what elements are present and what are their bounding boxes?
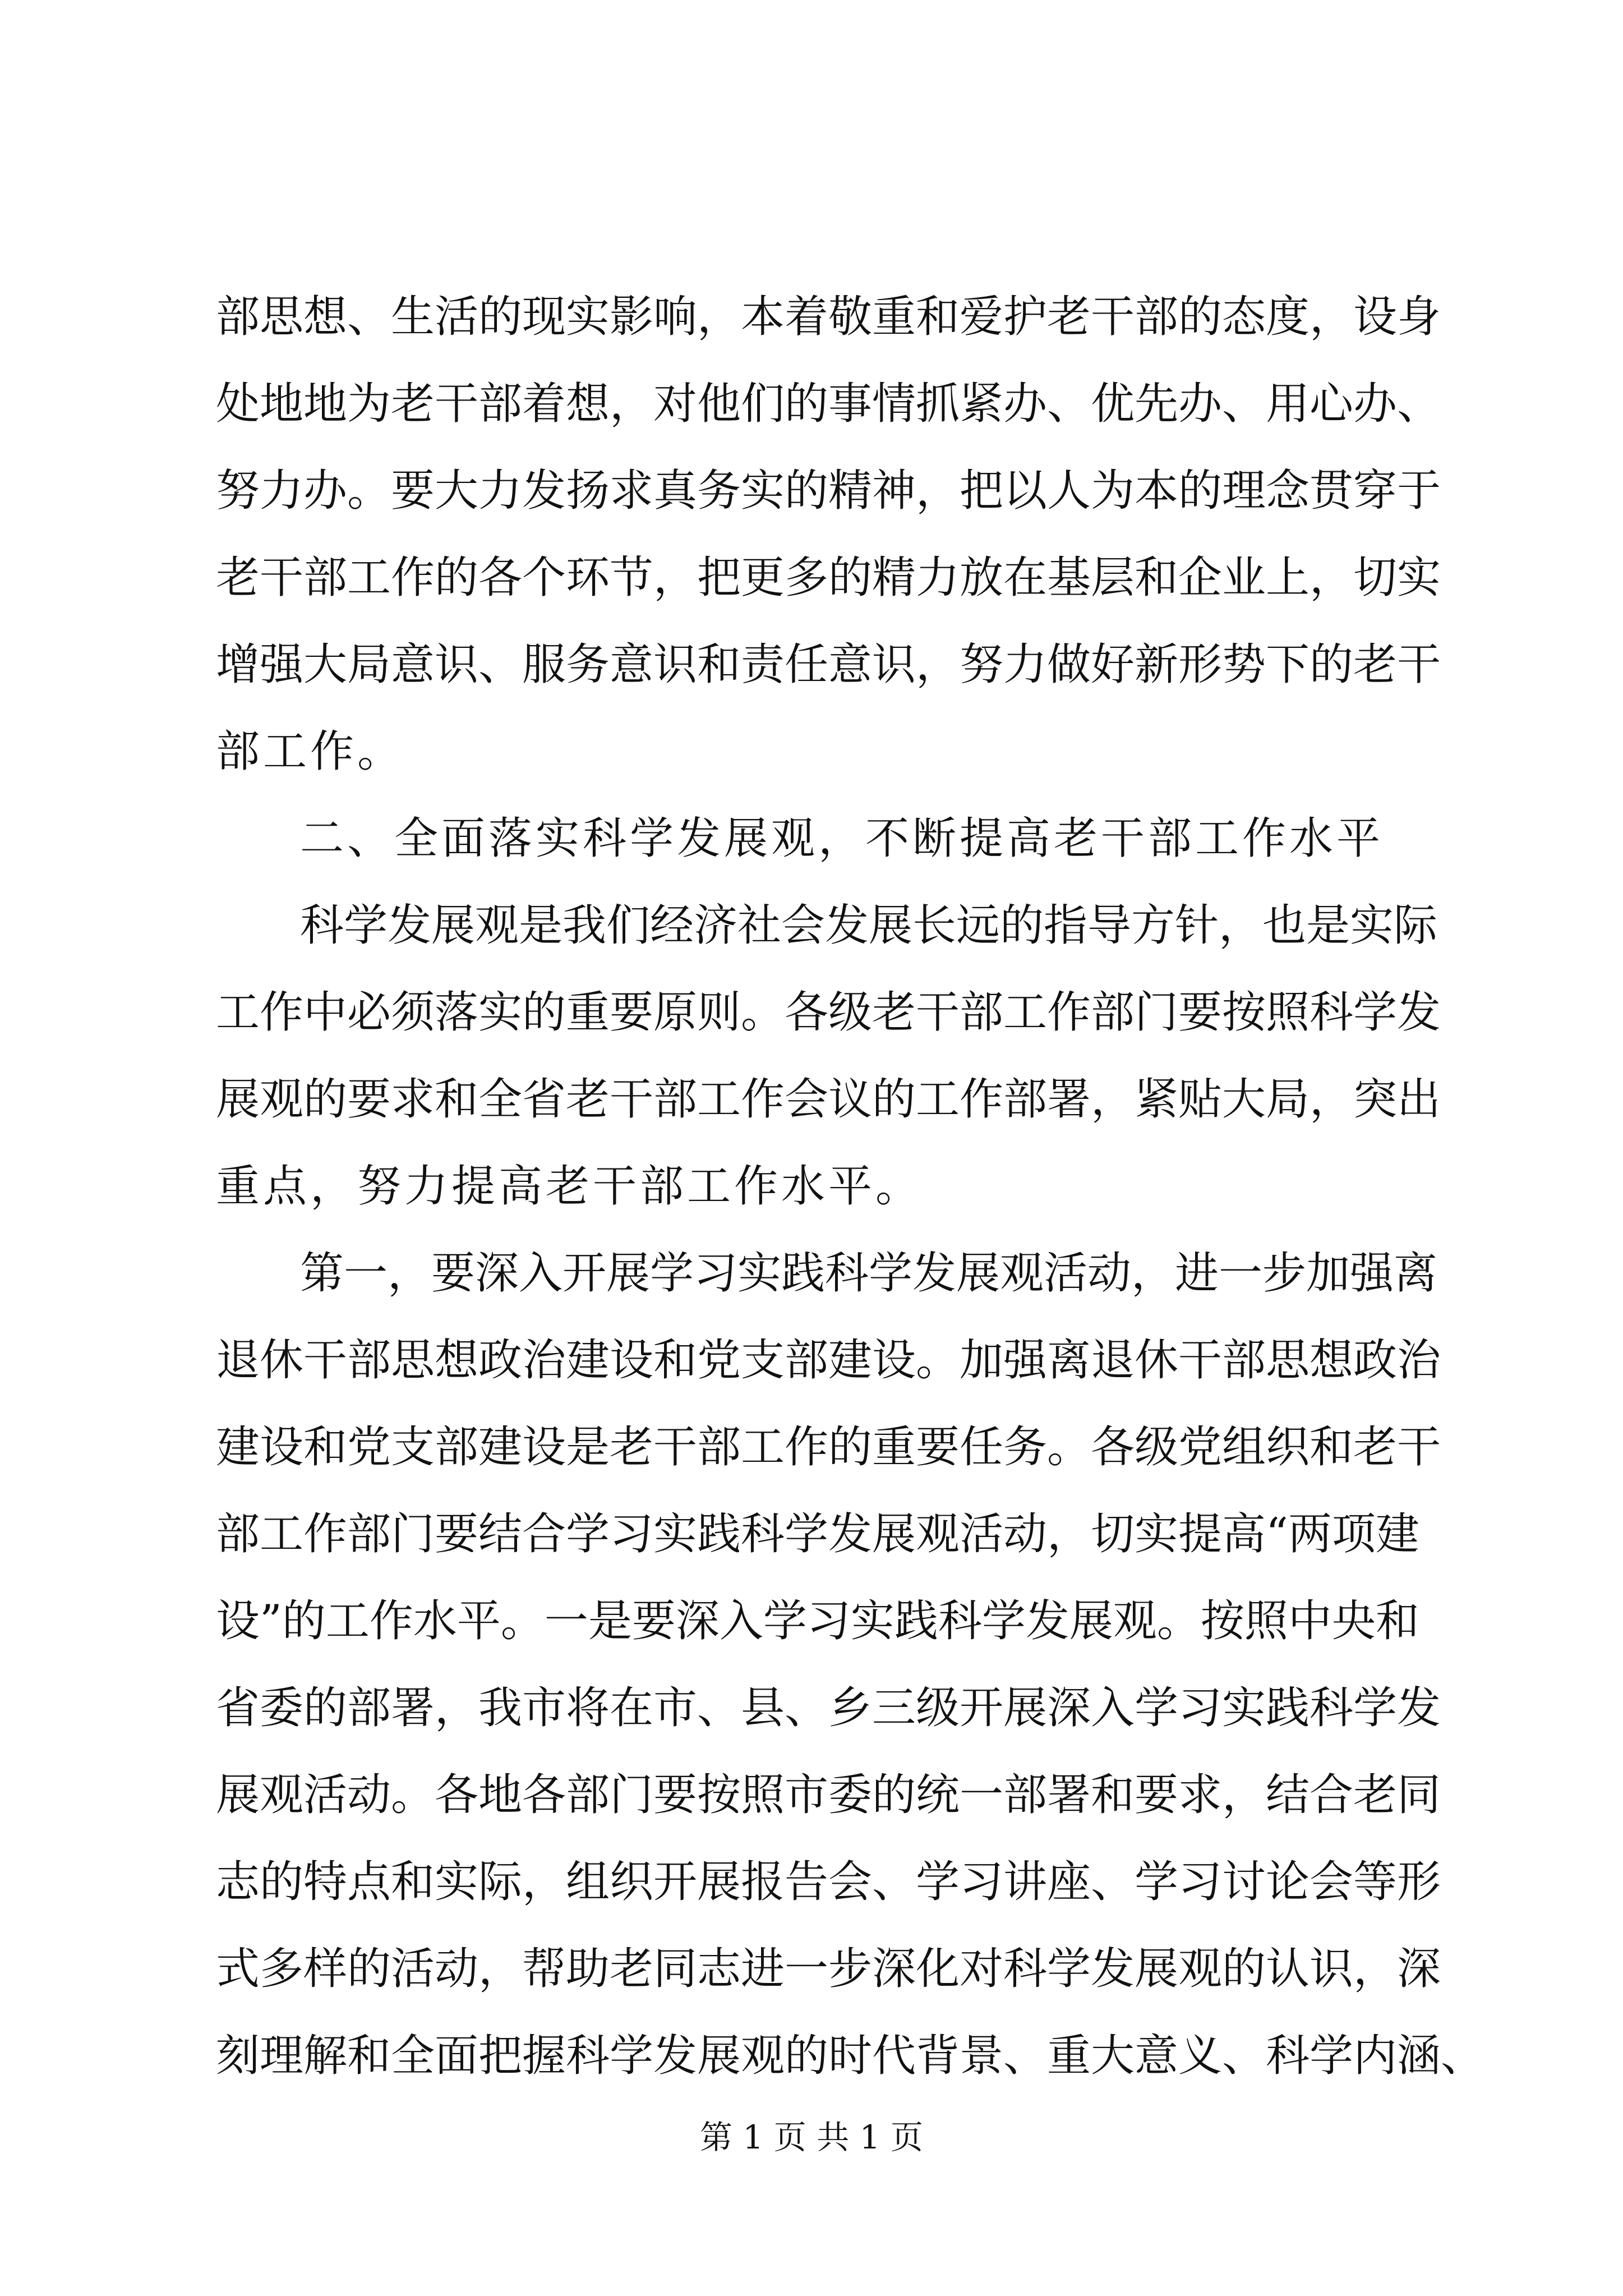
text-line: 增强大局意识、服务意识和责任意识，努力做好新形势下的老干: [216, 639, 1441, 690]
text-line: 重点，努力提高老干部工作水平。: [216, 1161, 923, 1212]
text-line: 刻理解和全面把握科学发展观的时代背景、重大意义、科学内涵、: [216, 2031, 1485, 2081]
text-line: 科学发展观是我们经济社会发展长远的指导方针，也是实际: [300, 900, 1438, 951]
text-line: 建设和党支部建设是老干部工作的重要任务。各级党组织和老干: [216, 1422, 1441, 1473]
text-line: 部工作。: [216, 726, 405, 777]
text-line: 设”的工作水平。一是要深入学习实践科学发展观。按照中央和: [216, 1596, 1419, 1646]
text-line: 部工作部门要结合学习实践科学发展观活动，切实提高“两项建: [216, 1509, 1419, 1559]
text-line: 处地地为老干部着想，对他们的事情抓紧办、优先办、用心办、: [216, 379, 1441, 429]
text-line: 努力办。要大力发扬求真务实的精神，把以人为本的理念贯穿于: [216, 466, 1441, 516]
text-line: 部思想、生活的现实影响，本着敬重和爱护老干部的态度，设身: [216, 292, 1441, 342]
text-line: 第一，要深入开展学习实践科学发展观活动，进一步加强离: [300, 1248, 1438, 1299]
text-line: 式多样的活动，帮助老同志进一步深化对科学发展观的认识，深: [216, 1944, 1441, 1994]
section-heading: 二、全面落实科学发展观，不断提高老干部工作水平: [300, 813, 1384, 864]
text-line: 展观活动。各地各部门要按照市委的统一部署和要求，结合老同: [216, 1770, 1441, 1820]
text-line: 志的特点和实际，组织开展报告会、学习讲座、学习讨论会等形: [216, 1857, 1441, 1907]
text-line: 省委的部署，我市将在市、县、乡三级开展深入学习实践科学发: [216, 1683, 1441, 1733]
text-line: 老干部工作的各个环节，把更多的精力放在基层和企业上，切实: [216, 553, 1441, 603]
text-line: 退休干部思想政治建设和党支部建设。加强离退休干部思想政治: [216, 1335, 1441, 1386]
text-line: 展观的要求和全省老干部工作会议的工作部署，紧贴大局，突出: [216, 1074, 1441, 1125]
page-footer: 第 1 页 共 1 页: [700, 2118, 923, 2156]
text-line: 工作中必须落实的重要原则。各级老干部工作部门要按照科学发: [216, 987, 1441, 1038]
